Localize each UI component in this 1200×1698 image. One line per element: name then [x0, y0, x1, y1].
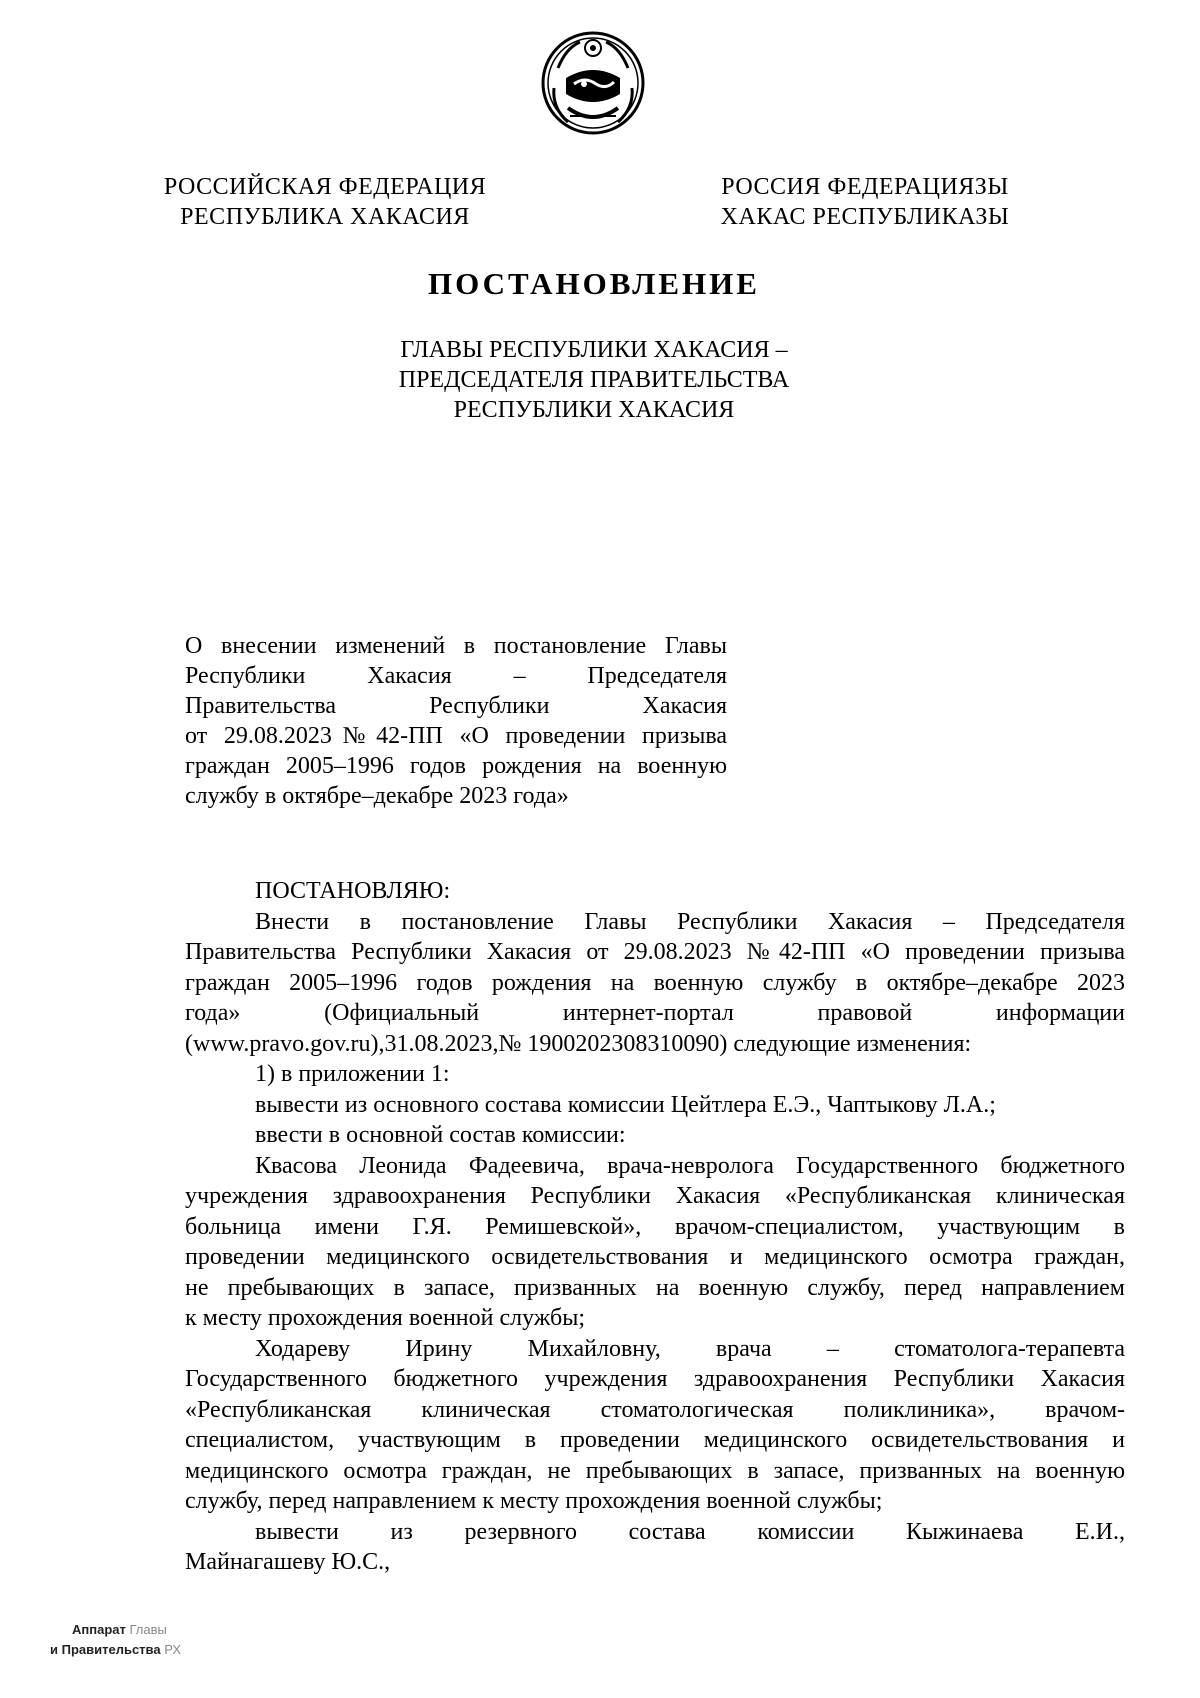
paragraph-1-line4: года» (Официальный интернет-портал правовой информации [185, 1000, 1125, 1026]
subject-line5: граждан 2005–1996 годов рождения на военную [185, 753, 727, 779]
coat-of-arms-emblem [540, 28, 646, 138]
paragraph-2-line1: Квасова Леонида Фадеевича, врача-невролога Государственного бюджетного [255, 1152, 1125, 1179]
subject-line4: от 29.08.2023№42-ПП «О проведении призыва [185, 723, 727, 749]
footer-line2-faint: РХ [164, 1642, 181, 1657]
subject-line3: Правительства Республики Хакасия [185, 693, 727, 719]
header-right-line1: РОССИЯ ФЕДЕРАЦИЯЗЫ [721, 174, 1009, 200]
paragraph-2-line2: учреждения здравоохранения Республики Хакасия «Республиканская клиническая [185, 1183, 1125, 1209]
issuer-line1: ГЛАВЫ РЕСПУБЛИКИ ХАКАСИЯ – [400, 337, 788, 363]
paragraph-2-line6: к месту прохождения военной службы; [185, 1305, 586, 1331]
paragraph-1-line3: граждан 2005–1996 годов рождения на военную службу в октябре–декабре 2023 [185, 969, 1125, 996]
paragraph-3-line2: Государственного бюджетного учреждения здравоохранения Республики Хакасия [185, 1366, 1125, 1392]
footer-line2-bold: и Правительства [50, 1642, 161, 1657]
subject-block [185, 631, 727, 811]
header-khakas [700, 172, 1030, 232]
paragraph-2-line3: больница имени Г.Я. Ремишевской», врачом-специалистом, участвующим в [185, 1213, 1125, 1240]
paragraph-1-line2: Правительства Республики Хакасия от 29.08.2023 №42-ПП «О проведении призыва [185, 939, 1125, 965]
subject-line1: О внесении изменений в постановление Главы [185, 633, 727, 659]
paragraph-1-line5: (www.pravo.gov.ru),31.08.2023,№ 1900202308310090) следующие изменения: [185, 1030, 972, 1057]
decree-keyword: ПОСТАНОВЛЯЮ: [255, 878, 451, 904]
header-right-line2: ХАКАС РЕСПУБЛИКАЗЫ [720, 204, 1010, 230]
paragraph-3-line5: медицинского осмотра граждан, не пребывающих в запасе, призванных на военную [185, 1457, 1125, 1484]
header-left-line1: РОССИЙСКАЯ ФЕДЕРАЦИЯ [163, 174, 487, 200]
paragraph-4-line1: вывести из резервного состава комиссии Кыжинаева Е.И., [255, 1518, 1125, 1545]
header-left-line2: РЕСПУБЛИКА ХАКАСИЯ [180, 204, 470, 230]
footer-line1-faint: Главы [129, 1622, 167, 1637]
paragraph-3-line4: специалистом, участвующим в проведении медицинского освидетельствования и [185, 1427, 1125, 1453]
paragraph-3-line3: «Республиканская клиническая стоматологическая поликлиника», врачом- [185, 1396, 1125, 1423]
item-1: 1) в приложении 1: [255, 1061, 450, 1087]
paragraph-1-line1: Внести в постановление Главы Республики Хакасия – Председателя [255, 908, 1125, 935]
issuer-block [0, 335, 1188, 425]
paragraph-2-line5: не пребывающих в запасе, призванных на военную службу, перед направлением [185, 1274, 1125, 1301]
decree-body [185, 876, 1125, 1578]
paragraph-4-line2: Майнагашеву Ю.С., [185, 1549, 391, 1575]
paragraph-2-line4: проведении медицинского освидетельствования и медицинского осмотра граждан, [185, 1244, 1125, 1270]
subject-line6: службу в октябре–декабре 2023 года» [185, 783, 569, 809]
issuer-line2: ПРЕДСЕДАТЕЛЯ ПРАВИТЕЛЬСТВА [398, 367, 790, 393]
footer-office-stamp [50, 1620, 181, 1660]
subject-line2: Республики Хакасия – Председателя [185, 663, 727, 689]
document-type-title: ПОСТАНОВЛЕНИЕ [428, 266, 760, 301]
remove-main-members: вывести из основного состава комиссии Цейтлера Е.Э., Чаптыкову Л.А.; [255, 1091, 996, 1118]
add-main-members: ввести в основной состав комиссии: [255, 1122, 626, 1148]
paragraph-3-line6: службу, перед направлением к месту прохождения военной службы; [185, 1488, 883, 1514]
issuer-line3: РЕСПУБЛИКИ ХАКАСИЯ [453, 397, 735, 423]
paragraph-3-line1: Ходареву Ирину Михайловну, врача – стоматолога-терапевта [255, 1335, 1125, 1362]
footer-line1-bold: Аппарат [72, 1622, 126, 1637]
header-russian [160, 172, 490, 232]
